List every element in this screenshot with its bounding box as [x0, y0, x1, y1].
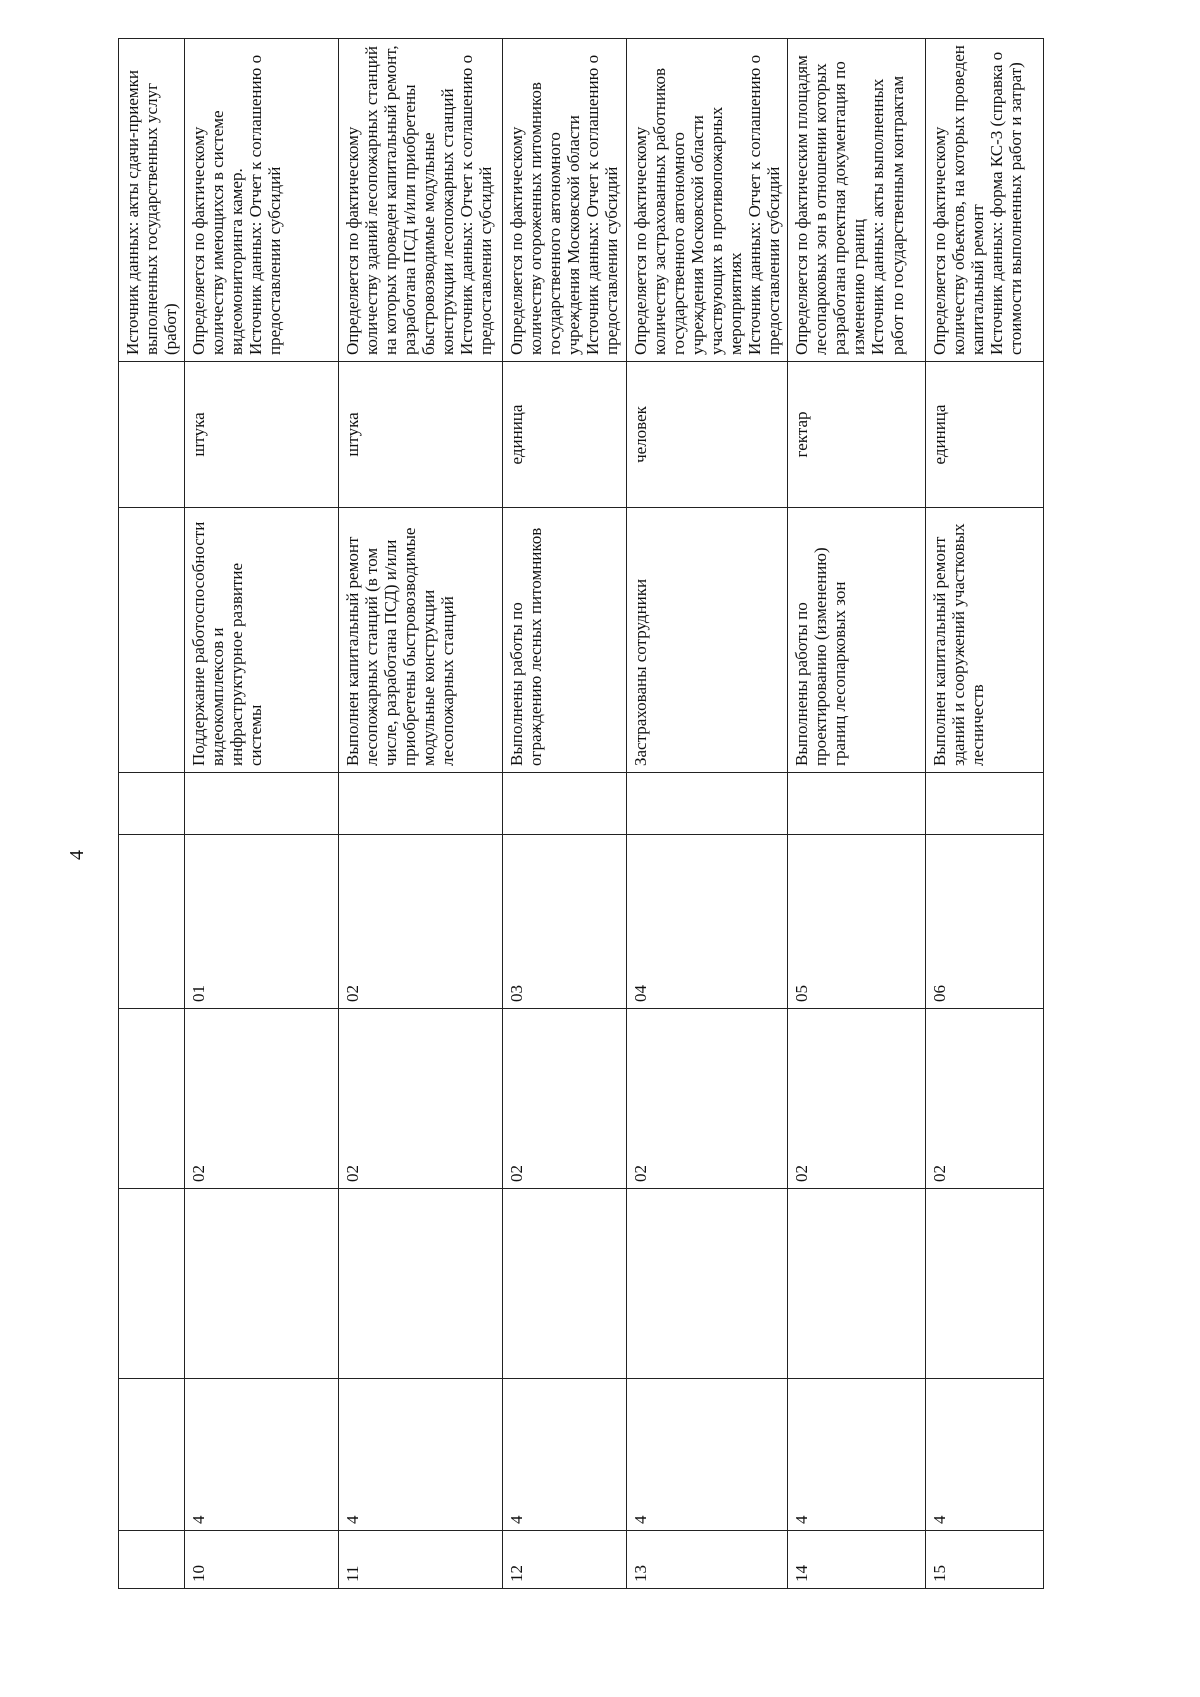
table-row — [627, 39, 788, 1589]
cell-program-code: 4 — [339, 1379, 503, 1531]
cell-subprogram-code: 02 — [339, 1009, 503, 1189]
table-row — [788, 39, 926, 1589]
cell-program-code: 4 — [185, 1379, 339, 1531]
cell-result-code: 01 — [185, 835, 339, 1009]
cell-empty — [119, 773, 185, 835]
row-number: 13 — [627, 1531, 788, 1589]
cell-result-code: 06 — [926, 835, 1044, 1009]
cell-empty — [119, 1009, 185, 1189]
row-number: 11 — [339, 1531, 503, 1589]
cell-empty — [926, 773, 1044, 835]
cell-empty — [339, 773, 503, 835]
cell-unit: единица — [926, 362, 1044, 508]
cell-empty — [788, 1189, 926, 1379]
cell-program-code: 4 — [788, 1379, 926, 1531]
cell-empty — [926, 1189, 1044, 1379]
cell-calculation-method: Определяется по фактическому количеству объектов, на которых проведен капитальный ремонт Источник данных: форма КС-3 (справка о стоимости выполненных работ и затрат) — [926, 39, 1044, 362]
cell-empty — [119, 1379, 185, 1531]
cell-empty — [119, 835, 185, 1009]
cell-program-code: 4 — [926, 1379, 1044, 1531]
table-row — [339, 39, 503, 1589]
row-number: 14 — [788, 1531, 926, 1589]
indicators-table-wrapper — [118, 39, 1044, 1589]
table-row-lead — [119, 39, 185, 1589]
cell-empty — [627, 1189, 788, 1379]
cell-result-name: Выполнен капитальный ремонт зданий и сооружений участковых лесничеств — [926, 508, 1044, 773]
cell-calculation-method: Определяется по фактическому количеству зданий лесопожарных станций на которых проведен капитальный ремонт, разработана ПСД и/или приобретены быстровозводимые модульные конструкции лесопожарных станций Источник данных: Отчет к соглашению о предоставлении субсидий — [339, 39, 503, 362]
cell-calculation-method: Определяется по фактическому количеству огороженных питомников государственного автономного учреждения Московской области Источник данных: Отчет к соглашению о предоставлении субсидий — [503, 39, 627, 362]
cell-subprogram-code: 02 — [503, 1009, 627, 1189]
cell-result-name: Застрахованы сотрудники — [627, 508, 788, 773]
cell-result-name: Выполнены работы по ограждению лесных питомников — [503, 508, 627, 773]
cell-calculation-method: Определяется по фактическим площадям лесопарковых зон в отношении которых разработана проектная документация по изменению границ Источник данных: акты выполненных работ по государственным контрактам — [788, 39, 926, 362]
cell-empty — [503, 1189, 627, 1379]
indicators-table — [118, 38, 1044, 1589]
cell-result-code: 02 — [339, 835, 503, 1009]
cell-empty — [119, 1189, 185, 1379]
table-row — [926, 39, 1044, 1589]
cell-result-name: Поддержание работоспособности видеокомплексов и инфраструктурное развитие системы — [185, 508, 339, 773]
cell-subprogram-code: 02 — [185, 1009, 339, 1189]
cell-empty — [185, 1189, 339, 1379]
cell-program-code: 4 — [627, 1379, 788, 1531]
cell-result-name: Выполнен капитальный ремонт лесопожарных станций (в том числе, разработана ПСД) и/или приобретены быстровозводимые модульные конструкции лесопожарных станций — [339, 508, 503, 773]
cell-empty — [119, 508, 185, 773]
cell-unit: штука — [185, 362, 339, 508]
cell-empty — [627, 773, 788, 835]
cell-subprogram-code: 02 — [788, 1009, 926, 1189]
cell-calculation-method: Определяется по фактическому количеству застрахованных работников государственного автономного учреждения Московской области участвующих в противопожарных мероприятиях Источник данных: Отчет к соглашению о предоставлении субсидий — [627, 39, 788, 362]
cell-empty — [185, 773, 339, 835]
cell-empty — [339, 1189, 503, 1379]
cell-unit: единица — [503, 362, 627, 508]
cell-result-code: 04 — [627, 835, 788, 1009]
cell-result-code: 03 — [503, 835, 627, 1009]
cell-unit: гектар — [788, 362, 926, 508]
row-number: 15 — [926, 1531, 1044, 1589]
page-number: 4 — [66, 850, 88, 860]
row-number: 10 — [185, 1531, 339, 1589]
cell-empty — [119, 362, 185, 508]
row-number: 12 — [503, 1531, 627, 1589]
cell-subprogram-code: 02 — [926, 1009, 1044, 1189]
cell-subprogram-code: 02 — [627, 1009, 788, 1189]
cell-unit: человек — [627, 362, 788, 508]
cell-empty — [503, 773, 627, 835]
cell-empty — [119, 1531, 185, 1589]
cell-program-code: 4 — [503, 1379, 627, 1531]
table-row — [185, 39, 339, 1589]
cell-unit: штука — [339, 362, 503, 508]
cell-data-source-note: Источник данных: акты сдачи-приемки выполненных государственных услуг (работ) — [119, 39, 185, 362]
table-row — [503, 39, 627, 1589]
cell-result-name: Выполнены работы по проектированию (изменению) границ лесопарковых зон — [788, 508, 926, 773]
cell-empty — [788, 773, 926, 835]
cell-result-code: 05 — [788, 835, 926, 1009]
cell-calculation-method: Определяется по фактическому количеству имеющихся в системе видеомониторинга камер. Источник данных: Отчет к соглашению о предоставлении субсидий — [185, 39, 339, 362]
